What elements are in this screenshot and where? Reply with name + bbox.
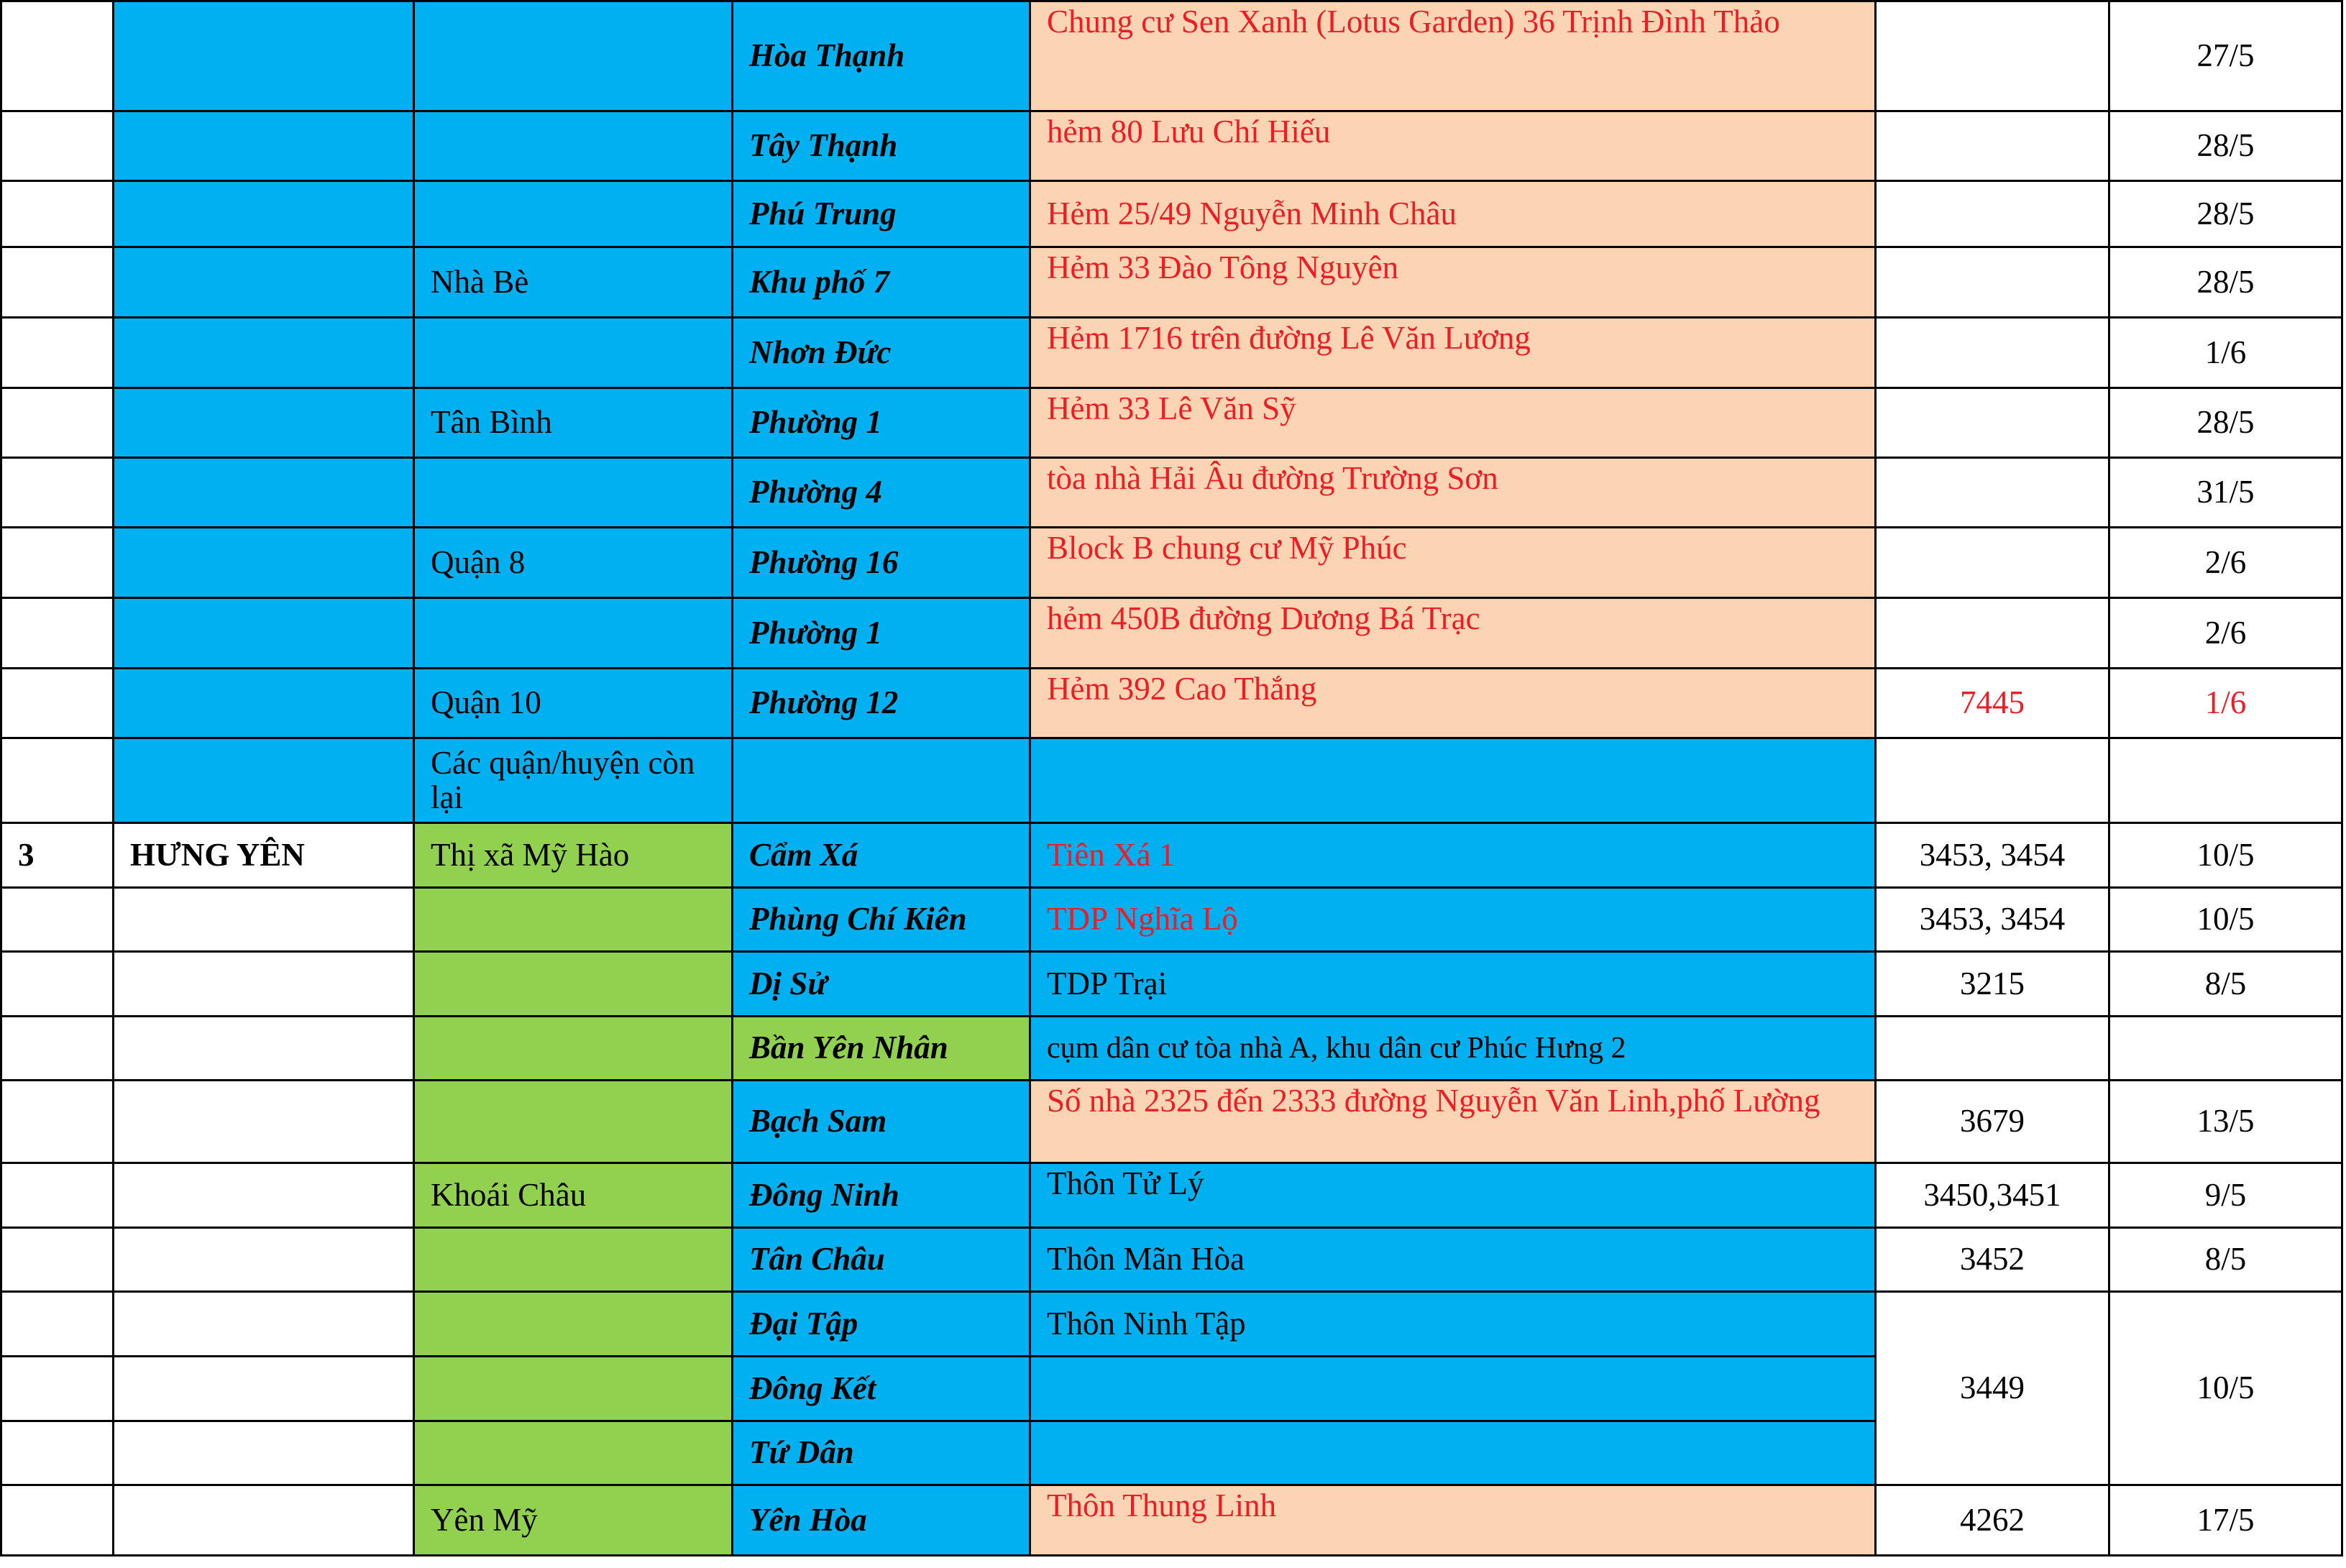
cell-location: Thôn Mãn Hòa xyxy=(1030,1228,1876,1292)
cell-location: Chung cư Sen Xanh (Lotus Garden) 36 Trịnh Đình Thảo xyxy=(1030,1,1876,111)
cell-patients xyxy=(1876,111,2109,181)
cell-patients: 3453, 3454 xyxy=(1876,888,2109,952)
cell-location xyxy=(1030,738,1876,823)
table-row xyxy=(1,1485,2342,1556)
cell-date xyxy=(2109,1017,2342,1081)
cell-commune: Đại Tập xyxy=(733,1292,1030,1357)
cell-province xyxy=(114,1292,414,1357)
cell-district: Thị xã Mỹ Hào xyxy=(414,823,733,888)
cell-commune: Phường 1 xyxy=(733,598,1030,669)
cell-province xyxy=(114,1017,414,1081)
cell-district: Yên Mỹ xyxy=(414,1485,733,1556)
cell-district xyxy=(414,111,733,181)
cell-no xyxy=(1,1081,114,1163)
cell-district xyxy=(414,1017,733,1081)
cell-district xyxy=(414,318,733,388)
cell-date: 2/6 xyxy=(2109,598,2342,669)
cell-patients: 3452 xyxy=(1876,1228,2109,1292)
cell-province xyxy=(114,952,414,1017)
cell-no xyxy=(1,1228,114,1292)
cell-province xyxy=(114,888,414,952)
cell-province: HƯNG YÊN xyxy=(114,823,414,888)
cell-date: 31/5 xyxy=(2109,458,2342,528)
cell-district xyxy=(414,458,733,528)
cell-location: Số nhà 2325 đến 2333 đường Nguyễn Văn Linh,phố Lường xyxy=(1030,1081,1876,1163)
cell-date: 1/6 xyxy=(2109,669,2342,738)
cell-date: 2/6 xyxy=(2109,528,2342,598)
cell-province xyxy=(114,1421,414,1485)
cell-commune: Phường 1 xyxy=(733,388,1030,458)
cell-no xyxy=(1,1017,114,1081)
table-row xyxy=(1,528,2342,598)
cell-date: 10/5 xyxy=(2109,1292,2342,1485)
cell-no xyxy=(1,388,114,458)
cell-no xyxy=(1,952,114,1017)
cell-province xyxy=(114,598,414,669)
cell-location: Hẻm 33 Đào Tông Nguyên xyxy=(1030,247,1876,318)
cell-date: 28/5 xyxy=(2109,181,2342,247)
cell-district xyxy=(414,888,733,952)
cell-location xyxy=(1030,1357,1876,1421)
cell-commune: Phùng Chí Kiên xyxy=(733,888,1030,952)
cell-commune: Nhơn Đức xyxy=(733,318,1030,388)
cell-province xyxy=(114,1081,414,1163)
cell-location: TDP Trại xyxy=(1030,952,1876,1017)
cell-commune: Bần Yên Nhân xyxy=(733,1017,1030,1081)
table-row xyxy=(1,458,2342,528)
cell-district: Nhà Bè xyxy=(414,247,733,318)
cell-commune: Đông Ninh xyxy=(733,1163,1030,1228)
cell-no xyxy=(1,318,114,388)
cell-province xyxy=(114,111,414,181)
cell-date: 10/5 xyxy=(2109,823,2342,888)
table-row xyxy=(1,1228,2342,1292)
table-row xyxy=(1,823,2342,888)
cell-district: Quận 8 xyxy=(414,528,733,598)
cell-date: 28/5 xyxy=(2109,111,2342,181)
cell-commune: Phường 4 xyxy=(733,458,1030,528)
cell-province xyxy=(114,528,414,598)
cell-location: Hẻm 1716 trên đường Lê Văn Lương xyxy=(1030,318,1876,388)
cell-patients: 3215 xyxy=(1876,952,2109,1017)
table-row xyxy=(1,247,2342,318)
cell-date: 10/5 xyxy=(2109,888,2342,952)
cell-district xyxy=(414,181,733,247)
cell-province xyxy=(114,1163,414,1228)
cell-no xyxy=(1,1292,114,1357)
cell-location: hẻm 80 Lưu Chí Hiếu xyxy=(1030,111,1876,181)
cell-province xyxy=(114,669,414,738)
cell-location: Hẻm 33 Lê Văn Sỹ xyxy=(1030,388,1876,458)
cell-location: Hẻm 25/49 Nguyễn Minh Châu xyxy=(1030,181,1876,247)
cell-no xyxy=(1,888,114,952)
table-row xyxy=(1,1,2342,111)
cell-no xyxy=(1,458,114,528)
cell-location: Block B chung cư Mỹ Phúc xyxy=(1030,528,1876,598)
cell-district: Các quận/huyện còn lại xyxy=(414,738,733,823)
table-row xyxy=(1,111,2342,181)
cell-province xyxy=(114,1485,414,1556)
cell-commune: Bạch Sam xyxy=(733,1081,1030,1163)
cell-district xyxy=(414,1,733,111)
cell-province xyxy=(114,738,414,823)
cell-patients: 7445 xyxy=(1876,669,2109,738)
cell-commune: Cẩm Xá xyxy=(733,823,1030,888)
cell-patients xyxy=(1876,1017,2109,1081)
cell-patients xyxy=(1876,181,2109,247)
cell-no xyxy=(1,1357,114,1421)
cell-commune: Đông Kết xyxy=(733,1357,1030,1421)
cell-patients xyxy=(1876,458,2109,528)
cell-patients: 3453, 3454 xyxy=(1876,823,2109,888)
table-row xyxy=(1,888,2342,952)
cell-commune: Phường 16 xyxy=(733,528,1030,598)
cell-patients xyxy=(1876,1,2109,111)
cell-province xyxy=(114,247,414,318)
table-row xyxy=(1,388,2342,458)
cell-date: 1/6 xyxy=(2109,318,2342,388)
cell-province xyxy=(114,1,414,111)
cell-patients xyxy=(1876,247,2109,318)
cell-district xyxy=(414,598,733,669)
cell-district xyxy=(414,1228,733,1292)
table-row xyxy=(1,1292,2342,1357)
cell-patients xyxy=(1876,528,2109,598)
cell-date: 28/5 xyxy=(2109,388,2342,458)
cell-no xyxy=(1,181,114,247)
cell-no xyxy=(1,247,114,318)
table-row xyxy=(1,1163,2342,1228)
cell-date: 28/5 xyxy=(2109,247,2342,318)
cell-date: 9/5 xyxy=(2109,1163,2342,1228)
cell-district xyxy=(414,1292,733,1357)
cell-location: Hẻm 392 Cao Thắng xyxy=(1030,669,1876,738)
cell-location: hẻm 450B đường Dương Bá Trạc xyxy=(1030,598,1876,669)
cell-patients xyxy=(1876,738,2109,823)
cell-patients: 3449 xyxy=(1876,1292,2109,1485)
table-row xyxy=(1,181,2342,247)
cell-no: 3 xyxy=(1,823,114,888)
cell-patients: 3679 xyxy=(1876,1081,2109,1163)
cell-no xyxy=(1,1,114,111)
cell-location: Tiên Xá 1 xyxy=(1030,823,1876,888)
cell-no xyxy=(1,111,114,181)
cell-district: Khoái Châu xyxy=(414,1163,733,1228)
cell-no xyxy=(1,598,114,669)
cell-province xyxy=(114,458,414,528)
cell-patients xyxy=(1876,598,2109,669)
cell-no xyxy=(1,669,114,738)
cell-patients: 3450,3451 xyxy=(1876,1163,2109,1228)
cell-location: Thôn Thung Linh xyxy=(1030,1485,1876,1556)
cell-commune: Hòa Thạnh xyxy=(733,1,1030,111)
cell-no xyxy=(1,738,114,823)
cell-province xyxy=(114,181,414,247)
cell-location: cụm dân cư tòa nhà A, khu dân cư Phúc Hưng 2 xyxy=(1030,1017,1876,1081)
cell-patients xyxy=(1876,388,2109,458)
cell-district xyxy=(414,952,733,1017)
cell-province xyxy=(114,388,414,458)
cell-commune: Khu phố 7 xyxy=(733,247,1030,318)
cell-commune: Phường 12 xyxy=(733,669,1030,738)
cell-district xyxy=(414,1421,733,1485)
cell-location: TDP Nghĩa Lộ xyxy=(1030,888,1876,952)
cell-date xyxy=(2109,738,2342,823)
cell-district xyxy=(414,1357,733,1421)
cell-province xyxy=(114,1357,414,1421)
cell-date: 8/5 xyxy=(2109,952,2342,1017)
cell-commune: Phú Trung xyxy=(733,181,1030,247)
cell-province xyxy=(114,318,414,388)
cell-no xyxy=(1,1421,114,1485)
cell-location: tòa nhà Hải Âu đường Trường Sơn xyxy=(1030,458,1876,528)
table-row xyxy=(1,952,2342,1017)
cell-date: 17/5 xyxy=(2109,1485,2342,1556)
cell-commune xyxy=(733,738,1030,823)
table-row xyxy=(1,598,2342,669)
cell-patients: 4262 xyxy=(1876,1485,2109,1556)
cell-location: Thôn Ninh Tập xyxy=(1030,1292,1876,1357)
table-row xyxy=(1,318,2342,388)
cell-no xyxy=(1,528,114,598)
cell-commune: Yên Hòa xyxy=(733,1485,1030,1556)
cell-province xyxy=(114,1228,414,1292)
cell-district: Quận 10 xyxy=(414,669,733,738)
table-row xyxy=(1,738,2342,823)
table-row xyxy=(1,1017,2342,1081)
table-row xyxy=(1,1081,2342,1163)
cell-no xyxy=(1,1485,114,1556)
cell-patients xyxy=(1876,318,2109,388)
cell-commune: Tân Châu xyxy=(733,1228,1030,1292)
cell-location: Thôn Tử Lý xyxy=(1030,1163,1876,1228)
cell-district: Tân Bình xyxy=(414,388,733,458)
cell-date: 27/5 xyxy=(2109,1,2342,111)
cell-date: 13/5 xyxy=(2109,1081,2342,1163)
cell-district xyxy=(414,1081,733,1163)
cell-commune: Tây Thạnh xyxy=(733,111,1030,181)
cell-commune: Tứ Dân xyxy=(733,1421,1030,1485)
cell-no xyxy=(1,1163,114,1228)
cell-date: 8/5 xyxy=(2109,1228,2342,1292)
cell-location xyxy=(1030,1421,1876,1485)
table-row xyxy=(1,669,2342,738)
cell-commune: Dị Sử xyxy=(733,952,1030,1017)
